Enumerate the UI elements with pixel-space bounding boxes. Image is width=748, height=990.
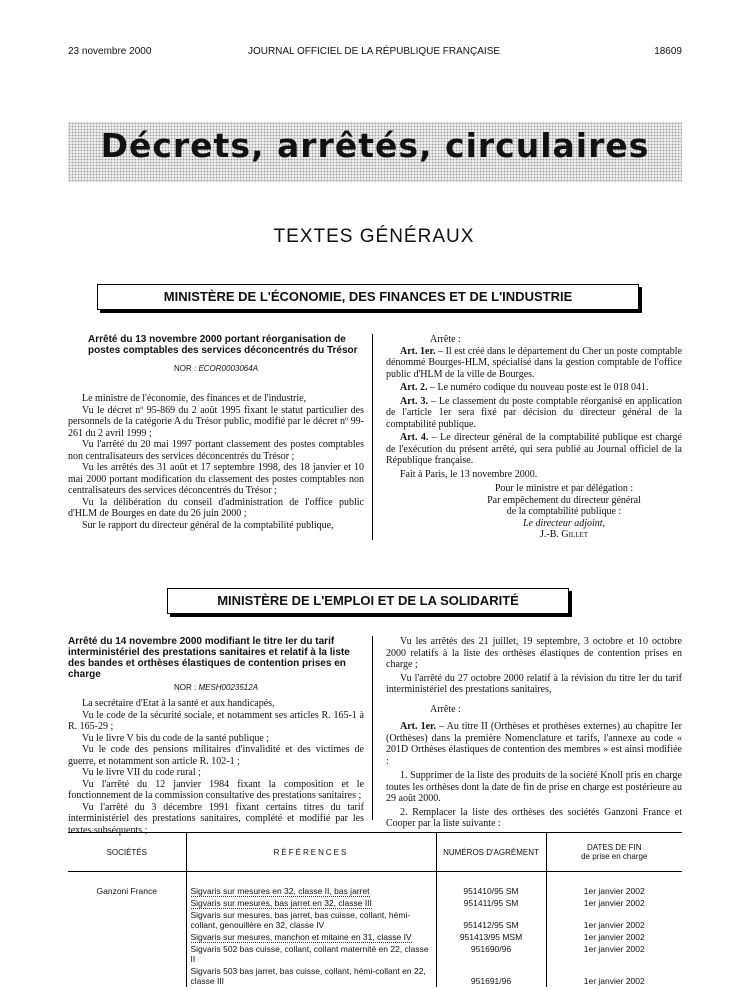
reference-text: Sigvaris sur mesures, manchon et mitaine en 31, classe IV [190, 932, 412, 942]
header-dates-line1: DATES DE FIN [586, 843, 642, 852]
company-cell: Ganzoni France [68, 872, 186, 988]
ministry1-nor [68, 364, 364, 373]
reference-cell: Sigvaris sur mesures, bas jarret, bas cuisse, collant, hémi-collant, genouillère en 32, classe IV [186, 909, 436, 931]
visa-paragraph: Vu le livre V bis du code de la santé publique ; [82, 732, 270, 744]
ministry-emploi-name: MINISTÈRE DE L'EMPLOI ET DE LA SOLIDARITÉ [217, 593, 519, 608]
signature-line: Le directeur adjoint, [522, 517, 606, 529]
header-numeros: NUMÉROS D'AGRÉMENT [436, 833, 546, 872]
ministry1-visas [68, 393, 364, 531]
ministry-economie-box [97, 284, 639, 310]
reference-cell: Sigvaris 503 bas jarret, bas cuisse, collant, hémi-collant en 22, classe III [186, 965, 436, 987]
header-page-number: 18609 [654, 46, 682, 57]
end-date-cell: 1er janvier 2002 [583, 944, 645, 954]
visa-paragraph: La secrétaire d'Etat à la santé et aux handicapés, [82, 698, 275, 709]
nor-label: NOR : [173, 364, 197, 373]
reference-text: Sigvaris sur mesures, bas jarret en 32, classe III [190, 898, 372, 908]
article-1 [386, 721, 682, 767]
article-3 [386, 396, 682, 431]
ministry-emploi-box [167, 588, 569, 614]
article-label: Art. 4. [400, 432, 429, 443]
visa-paragraph: Vu les arrêtés des 31 août et 17 septembre 1998, des 18 janvier et 10 mai 2000 portant modification du classement des postes comptables non centralisateurs des services déconcentrés du Trésor ; [68, 462, 364, 496]
ministry1-right-column [386, 334, 682, 541]
end-date-cell: 1er janvier 2002 [583, 920, 645, 930]
visa-paragraph: Vu l'arrêté du 12 janvier 1984 fixant la composition et le fonctionnement de la commission consultative des prestations sanitaires ; [68, 778, 364, 801]
nor-code: MESH0023512A [198, 683, 259, 692]
header-dates [546, 833, 682, 872]
ministry2-nor [68, 683, 364, 692]
end-date-cell: 1er janvier 2002 [583, 886, 645, 896]
article-label: Art. 1er. [400, 721, 437, 732]
reference-cell [186, 872, 436, 898]
signature-block [386, 483, 682, 541]
article-label: Art. 1er. [400, 345, 436, 357]
article-text: – Le classement du poste comptable réorganisé en application de l'article 1er sera fixé par décision du directeur général de la comptabilité publique. [386, 395, 683, 430]
nor-code: ECOR0003064A [198, 364, 259, 373]
article-label: Art. 2. [400, 382, 428, 393]
reference-text: Sigvaris sur mesures en 32, classe II, bas jarret [190, 886, 370, 896]
article-text: – Au titre II (Orthèses et prothèses externes) au chapitre Ier (Orthèses) dans la première Nomenclature et tarifs, l'annexe au code « 201D Orthèses élastiques de contention des membres » est ainsi modifiée : [386, 721, 683, 767]
visa-paragraph: Vu la délibération du conseil d'administration de l'office public d'HLM de Bourges en date du 26 juin 2000 ; [68, 496, 364, 519]
ministry1-left-column [68, 334, 364, 531]
signature-line: Pour le ministre et par délégation : [494, 483, 634, 494]
visa-paragraph: Vu le décret nº 95-869 du 2 août 1995 fixant le statut particulier des personnels de la catégorie A du Trésor public, modifié par le décret nº 99-261 du 2 avril 1999 ; [68, 404, 364, 439]
approval-number-cell: 951412/95 SM [436, 909, 546, 931]
done-at: Fait à Paris, le 13 novembre 2000. [400, 468, 538, 480]
header-societes: SOCIÉTÉS [68, 833, 186, 872]
list-item-2: 2. Remplacer la liste des orthèses des sociétés Ganzoni France et Cooper par la liste suivante : [386, 806, 682, 829]
article-label: Art. 3. [400, 395, 428, 407]
banner-title: Décrets, arrêtés, circulaires [100, 126, 650, 165]
article-4 [386, 432, 682, 467]
approval-number-cell: 951411/95 SM [436, 897, 546, 909]
end-date-cell: 1er janvier 2002 [583, 898, 645, 908]
reference-cell: Sigvaris 502 bas cuisse, collant, collant maternité en 22, classe II [186, 943, 436, 965]
visa-paragraph: Vu les arrêtés des 21 juillet, 19 septembre, 3 octobre et 10 octobre 2000 relatifs à la liste des orthèses élastiques de contention prises en charge ; [386, 636, 682, 670]
approval-number-cell: 951691/96 [436, 965, 546, 987]
visa-paragraph: Vu l'arrêté du 27 octobre 2000 relatif à la révision du titre Ier du tarif interministériel des prestations sanitaires, [386, 672, 682, 695]
column-separator [372, 636, 373, 820]
references-table-wrapper [68, 832, 682, 987]
article-text: – Il est créé dans le département du Cher un poste comptable dénommé Bourges-HLM, spécialisé dans la gestion comptable de l'office public d'HLM de la ville de Bourges. [386, 345, 683, 380]
end-date-cell: 1er janvier 2002 [583, 976, 645, 986]
list-item-1: 1. Supprimer de la liste des produits de la société Knoll pris en charge toutes les orthèses dont la date de fin de prise en charge est postérieure au 29 août 2000. [386, 770, 682, 804]
ministry2-visas [68, 698, 364, 836]
article-text: – Le directeur général de la comptabilité publique est chargé de l'exécution du présent arrêté, qui sera publié au Journal officiel de la République française. [386, 432, 682, 466]
header-date: 23 novembre 2000 [68, 46, 152, 57]
approval-number-cell: 951413/95 MSM [436, 931, 546, 943]
header-journal: JOURNAL OFFICIEL DE LA RÉPUBLIQUE FRANÇAISE [247, 46, 501, 57]
article-text: – Le numéro codique du nouveau poste est le 018 041. [430, 382, 649, 393]
article-2 [386, 382, 682, 394]
header-references: RÉFÉRENCES [186, 833, 436, 872]
ministry2-arrete-title: Arrêté du 14 novembre 2000 modifiant le titre Ier du tarif interministériel des prestations sanitaires et relatif à la liste des bandes et orthèses élastiques de contention prises en charge [68, 636, 350, 680]
section-title: TEXTES GÉNÉRAUX [273, 226, 475, 247]
table-header-row [68, 833, 682, 872]
signature-line: de la comptabilité publique : [506, 506, 622, 517]
visa-paragraph: Le ministre de l'économie, des finances et de l'industrie, [82, 393, 307, 404]
visa-paragraph: Sur le rapport du directeur général de la comptabilité publique, [82, 519, 334, 531]
ministry1-arrete-title: Arrêté du 13 novembre 2000 portant réorganisation de postes comptables des services déconcentrés du Trésor [88, 334, 358, 356]
nor-label: NOR : [173, 683, 197, 692]
end-date-cell: 1er janvier 2002 [583, 932, 645, 942]
approval-number-cell: 951690/96 [436, 943, 546, 965]
arrete-label: Arrête : [430, 334, 461, 345]
approval-number-cell: 951410/95 SM [436, 872, 546, 898]
reference-cell [186, 897, 436, 909]
table-row [68, 872, 682, 898]
header-dates-line2: de prise en charge [581, 852, 648, 861]
visa-paragraph: Vu le livre VII du code rural ; [82, 767, 201, 778]
ministry2-right-column [386, 636, 682, 830]
references-table [68, 833, 682, 987]
column-separator [372, 334, 373, 540]
visa-paragraph: Vu le code des pensions militaires d'invalidité et des victimes de guerre, et notamment son article R. 102-1 ; [68, 744, 364, 767]
ministry-economie-name: MINISTÈRE DE L'ÉCONOMIE, DES FINANCES ET DE L'INDUSTRIE [163, 289, 573, 304]
reference-cell [186, 931, 436, 943]
signatory-name: J.-B. Gillet [539, 529, 589, 540]
visa-paragraph: Vu l'arrêté du 20 mai 1997 portant classement des postes comptables non centralisateurs des services déconcentrés du Trésor ; [68, 439, 364, 462]
visa-paragraph: Vu l'arrêté du 3 décembre 1991 fixant certains titres du tarif interministériel des prestations sanitaires, complété et modifié par les textes subséquents ; [68, 801, 364, 836]
ministry2-left-column [68, 636, 364, 836]
visa-paragraph: Vu le code de la sécurité sociale, et notamment ses articles R. 165-1 à R. 165-29 ; [68, 709, 364, 732]
article-1 [386, 346, 682, 381]
arrete-label: Arrête : [430, 703, 461, 715]
signature-line: Par empêchement du directeur général [487, 494, 641, 506]
